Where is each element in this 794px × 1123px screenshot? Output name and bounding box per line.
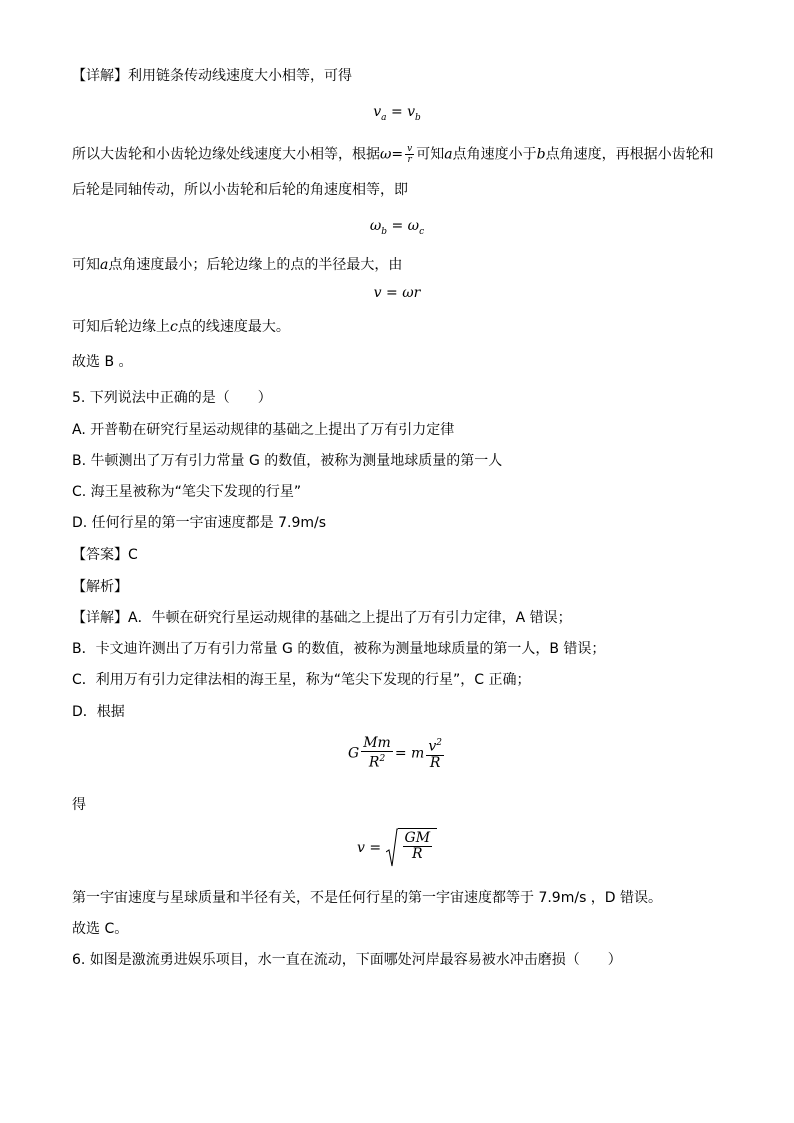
question-5-stem: 5. 下列说法中正确的是（ ） <box>72 390 272 406</box>
de-label: 得 <box>72 797 86 813</box>
detail-choice: 故选 B 。 <box>72 354 133 370</box>
detail-a: 【详解】A．牛顿在研究行星运动规律的基础之上提出了万有引力定律，A 错误； <box>72 610 572 626</box>
detail-intro: 【详解】利用链条传动线速度大小相等，可得 <box>72 68 352 84</box>
detail-line-3: 后轮是同轴传动，所以小齿轮和后轮的角速度相等，即 <box>72 182 408 198</box>
detail-line-4: 可知a点角速度最小；后轮边缘上的点的半径最大，由 <box>72 257 403 273</box>
sqrt-sign: $\frac{GM}{R}$ <box>386 828 438 868</box>
detail-line-5: 可知后轮边缘上c点的线速度最大。 <box>72 319 290 335</box>
analysis-label: 【解析】 <box>72 579 128 595</box>
conclusion: 第一宇宙速度与星球质量和半径有关，不是任何行星的第一宇宙速度都等于 7.9m/s ，D 错误。 <box>72 890 663 906</box>
option-d: D. 任何行星的第一宇宙速度都是 7.9m/s <box>72 515 327 531</box>
fraction-v-over-r: $\frac{v}{r}$ <box>407 144 413 165</box>
question-6-stem: 6. 如图是激流勇进娱乐项目，水一直在流动，下面哪处河岸最容易被水冲击磨损（ ） <box>72 952 622 968</box>
option-c: C. 海王星被称为“笔尖下发现的行星” <box>72 484 302 500</box>
detail-c: C．利用万有引力定律法相的海王星，称为“笔尖下发现的行星”，C 正确； <box>72 672 531 688</box>
option-b: B. 牛顿测出了万有引力常量 G 的数值，被称为测量地球质量的第一人 <box>72 453 503 469</box>
equation-v-omega-r: v = ωr <box>373 285 421 301</box>
equation-v-sqrt: v = $\frac{GM}{R}$ <box>0 828 794 868</box>
equation-va-vb: $v_a = v_b$ <box>373 104 421 123</box>
option-a: A. 开普勒在研究行星运动规律的基础之上提出了万有引力定律 <box>72 422 455 438</box>
detail-b: B．卡文迪许测出了万有引力常量 G 的数值，被称为测量地球质量的第一人，B 错误； <box>72 641 606 657</box>
equation-gravity: G $\frac{Mm}{R^2}$ = m $\frac{v^2}{R}$ <box>348 735 442 771</box>
question-5-choice: 故选 C。 <box>72 921 129 937</box>
detail-line-2: 所以大齿轮和小齿轮边缘处线速度大小相等，根据ω= $\frac{v}{r}$ 可知a点角速度小于b点角速度，再根据小齿轮和 <box>72 144 714 165</box>
equation-omega-b-c: $\omega_b = \omega_c$ <box>369 218 425 237</box>
answer-label: 【答案】C <box>72 547 138 563</box>
detail-d: D．根据 <box>72 704 125 720</box>
